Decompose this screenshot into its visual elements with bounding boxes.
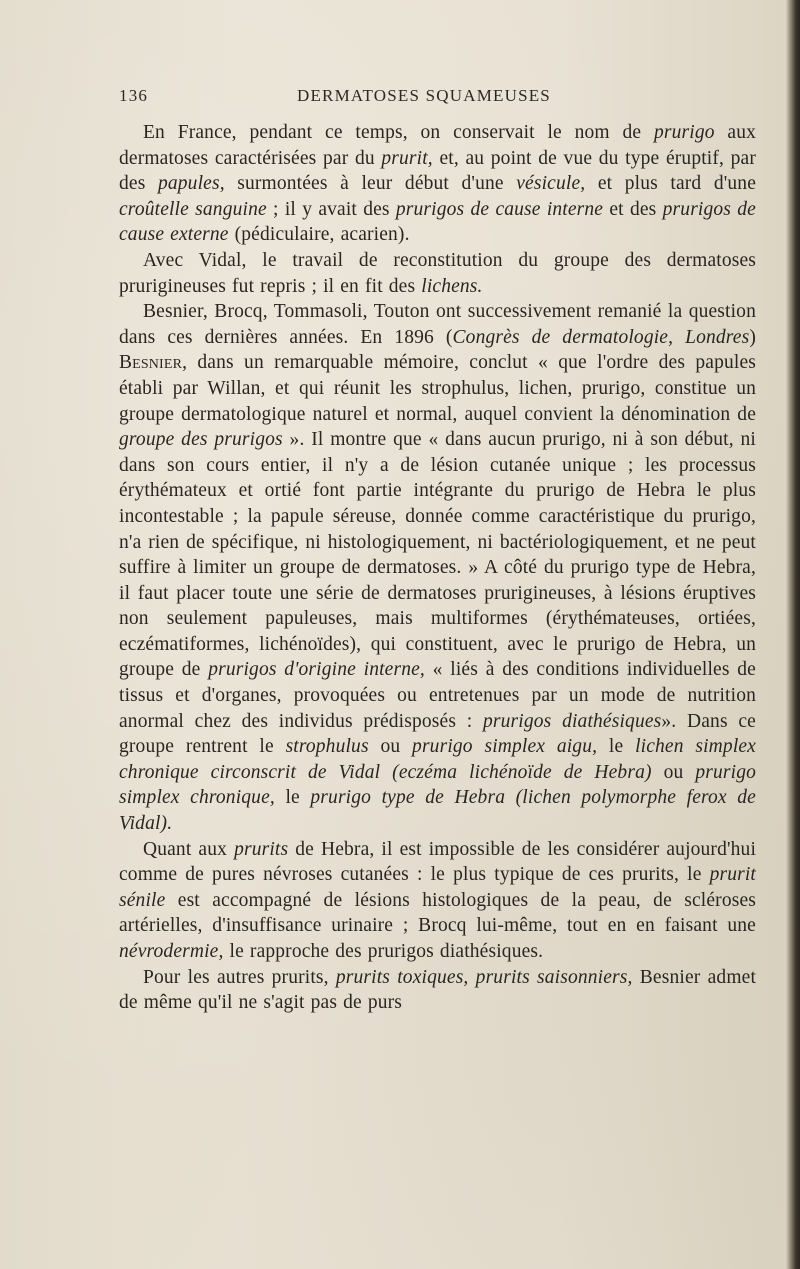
text-run: Besnier admet de même qu'il ne s'agit pas de purs bbox=[119, 966, 757, 1014]
italic-term: prurits toxiques, prurits saisonniers, bbox=[335, 966, 633, 988]
text-run: ou bbox=[368, 736, 413, 758]
italic-term: croûtelle sanguine bbox=[119, 198, 267, 220]
paragraph bbox=[119, 248, 756, 299]
italic-term: prurigos de cause interne bbox=[395, 198, 604, 220]
text-run: ; il y avait des bbox=[266, 198, 396, 220]
text-run: est accompagné de lésions histologiques de la peau, de scléroses artérielles, d'insuffisance urinaire ; Brocq lui-même, tout en en faisant une bbox=[119, 889, 756, 937]
text-run: ) bbox=[749, 326, 756, 348]
text-run: le rapproche des prurigos diathésiques. bbox=[223, 941, 544, 962]
paragraph bbox=[119, 120, 756, 248]
italic-term: groupe des prurigos bbox=[119, 429, 283, 451]
italic-term: Congrès de dermatologie, Londres bbox=[452, 326, 750, 348]
italic-term: papules, bbox=[157, 173, 225, 195]
italic-term: prurigo simplex aigu, bbox=[412, 736, 598, 758]
text-run: et, au point de vue du type éruptif, par des bbox=[119, 147, 756, 195]
text-run: le bbox=[597, 736, 636, 758]
text-run: Besnier, Brocq, Tommasoli, Touton ont successivement remanié la question dans ces dernières années. En 1896 ( bbox=[119, 301, 756, 348]
italic-term: strophulus bbox=[285, 736, 369, 758]
italic-term: prurit sénile bbox=[119, 864, 756, 911]
body-text bbox=[119, 120, 756, 1016]
text-run: Avec Vidal, le travail de reconstitution du groupe des dermatoses prurigineuses fut repris ; il en fit des bbox=[119, 249, 756, 297]
page-header bbox=[119, 80, 756, 106]
page-binding-edge bbox=[786, 0, 800, 1269]
page-number: 136 bbox=[119, 86, 149, 105]
paragraph bbox=[119, 837, 756, 965]
italic-term: prurits bbox=[234, 838, 289, 860]
text-run: aux dermatoses caractérisées par du bbox=[119, 122, 756, 169]
paragraph bbox=[119, 965, 756, 1016]
italic-term: lichens. bbox=[421, 275, 483, 297]
text-run: ou bbox=[651, 761, 696, 783]
text-run: ». Il montre que « dans aucun prurigo, ni à son début, ni dans son cours entier, il n'y a de lésion cutanée unique ; les processus érythémateux et ortié font partie intégrante du prurigo de Hebra le plus incontestable ; la papule séreuse, donnée comme caractéristique du prurigo, n'a rien de spécifique, ni histologiquement, ni bactériologiquement, et ne peut suffire à limiter un groupe de dermatoses. » A côté du prurigo type de Hebra, il faut placer toute une série de dermatoses prurigineuses, à lésions éruptives non seulement papuleuses, mais multiformes (érythémateuses, ortiées, eczématiformes, lichénoïdes), qui constituent, avec le prurigo de Hebra, un groupe de bbox=[119, 429, 756, 681]
italic-term: prurigo bbox=[653, 122, 715, 143]
text-run: Pour les autres prurits, bbox=[143, 966, 336, 988]
text-run: En France, pendant ce temps, on conservait le nom de bbox=[143, 122, 654, 143]
text-run: surmontées à leur début d'une bbox=[224, 173, 517, 195]
text-run: de Hebra, il est impossible de les considérer aujourd'hui comme de pures névroses cutanées : le plus typique de ces prurits, le bbox=[119, 838, 757, 886]
italic-term: névrodermie, bbox=[119, 941, 224, 962]
italic-term: lichen simplex chronique circonscrit de Vidal (eczéma lichénoïde de Hebra) bbox=[119, 736, 756, 783]
text-run: et plus tard d'une bbox=[585, 173, 756, 195]
italic-term: prurigos diathésiques bbox=[483, 710, 662, 732]
text-run: , dans un remarquable mémoire, conclut « que l'ordre des papules établi par Willan, et qui réunit les strophulus, lichen, prurigo, constitue un groupe dermatologique naturel et normal, auquel convient la dénomination de bbox=[119, 352, 756, 425]
book-page bbox=[119, 80, 756, 1016]
italic-term: prurit, bbox=[381, 147, 433, 169]
italic-term: vésicule, bbox=[516, 173, 586, 195]
text-run: et des bbox=[603, 198, 663, 220]
text-run: ». Dans ce groupe rentrent le bbox=[119, 710, 756, 758]
text-run: « liés à des conditions individuelles de tissus et d'organes, provoquées ou entretenues par un mode de nutrition anormal chez des individus prédisposés : bbox=[119, 659, 756, 732]
running-head: DERMATOSES SQUAMEUSES bbox=[297, 86, 551, 105]
text-run: Quant aux bbox=[143, 838, 235, 860]
italic-term: prurigos d'origine interne, bbox=[208, 659, 425, 681]
italic-term: prurigos de cause externe bbox=[119, 198, 756, 246]
text-run: le bbox=[274, 787, 311, 809]
paragraph bbox=[119, 299, 756, 836]
author-name: Besnier bbox=[119, 352, 183, 374]
text-run: (pédiculaire, acarien). bbox=[228, 224, 410, 246]
italic-term: prurigo simplex chronique, bbox=[119, 761, 756, 809]
italic-term: prurigo type de Hebra (lichen polymorphe ferox de Vidal). bbox=[119, 787, 756, 835]
